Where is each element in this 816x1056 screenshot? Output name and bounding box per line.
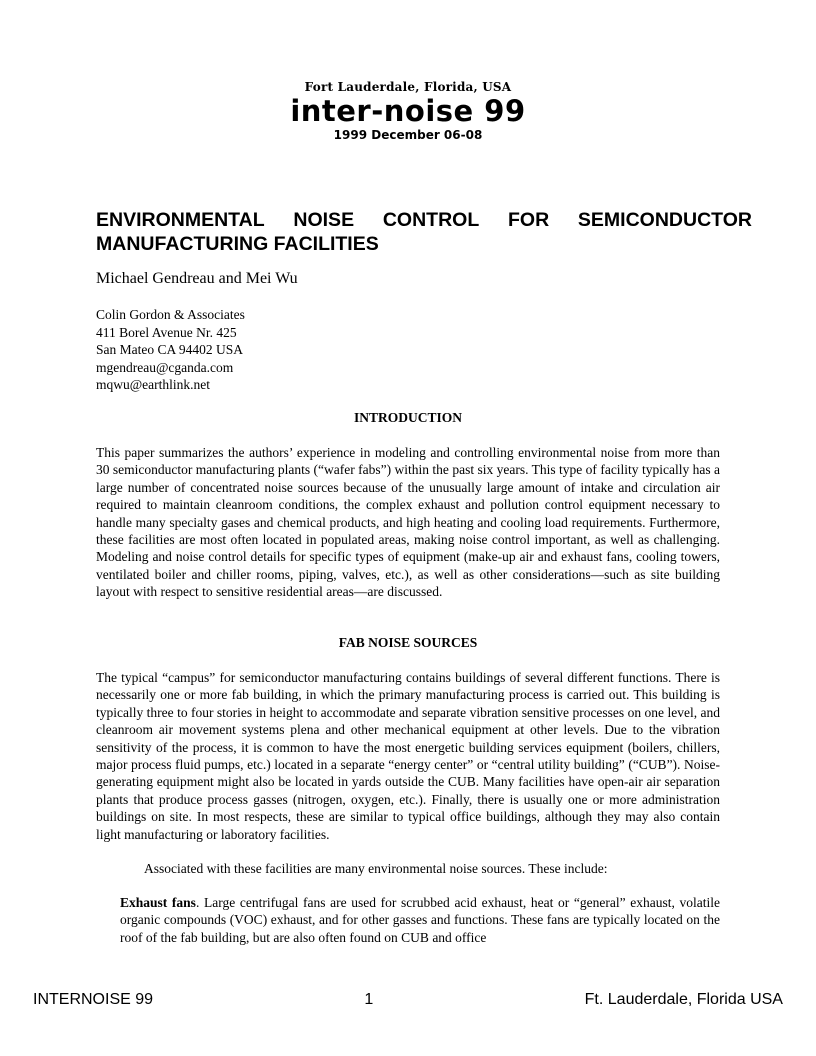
author-email: mgendreau@cganda.com bbox=[96, 359, 234, 375]
sources-intro-paragraph: Associated with these facilities are many environmental noise sources. These include: bbox=[144, 861, 608, 876]
title-word: NOISE bbox=[293, 209, 355, 231]
exhaust-fans-paragraph bbox=[120, 894, 720, 946]
exhaust-fans-label: Exhaust fans bbox=[120, 895, 196, 910]
affiliation-city: San Mateo CA 94402 USA bbox=[96, 342, 244, 357]
page-number: 1 bbox=[364, 991, 374, 1008]
affiliation bbox=[96, 306, 245, 394]
fab-noise-heading: FAB NOISE SOURCES bbox=[338, 635, 478, 650]
affiliation-street: 411 Borel Avenue Nr. 425 bbox=[96, 324, 237, 340]
fab-noise-paragraph: The typical “campus” for semiconductor manufacturing contains buildings of several different functions. There is necessarily one or more fab building, in which the primary manufacturing process is carried out. This building is typically three to four stories in height to accommodate and separate vibration sensitive processes on one level, and cleanroom air movement systems plena and other mechanical equipment at other levels. Due to the vibration sensitivity of the process, it is common to have the most energetic building services equipment (boilers, chillers, major process fluid pumps, etc.) located in a separate “energy center” or “central utility building” (“CUB”). Noise-generating equipment might also be located in yards outside the CUB. Many facilities have open-air air separation plants that produce process gasses (nitrogen, oxygen, etc.). Finally, there is usually one or more administration buildings on site. In most respects, these are similar to typical office buildings, although they may also contain light manufacturing or laboratory facilities. bbox=[96, 670, 720, 842]
paper-title bbox=[96, 208, 752, 256]
exhaust-fans-text: . Large centrifugal fans are used for scrubbed acid exhaust, heat or “general” exhaust, volatile organic compounds (VOC) exhaust, and for other gasses and functions. These fans are typically located on the roof of the fab building, but are also often found on CUB and office bbox=[120, 895, 720, 945]
conference-dates: 1999 December 06-08 bbox=[333, 128, 483, 142]
affiliation-org: Colin Gordon & Associates bbox=[96, 307, 245, 322]
title-line-2: MANUFACTURING FACILITIES bbox=[96, 233, 379, 255]
conference-name: inter-noise 99 bbox=[290, 94, 526, 128]
introduction-paragraph: This paper summarizes the authors’ experience in modeling and controlling environmental noise from more than 30 semiconductor manufacturing plants (“wafer fabs”) within the past six years. This type of facility typically has a large number of concentrated noise sources because of the unusually large amount of intake and circulation air required to maintain cleanroom conditions, the complex exhaust and pollution control equipment necessary to handle many specialty gases and chemical products, and high heating and cooling load requirements. Furthermore, these facilities are most often located in populated areas, making noise control important, as well as challenging. Modeling and noise control details for specific types of equipment (make-up air and exhaust fans, cooling towers, ventilated boiler and chiller rooms, piping, valves, etc.), as well as other considerations—such as site building layout with respect to sensitive residential areas—are discussed. bbox=[96, 445, 720, 600]
title-line-1 bbox=[96, 208, 752, 232]
author-email: mqwu@earthlink.net bbox=[96, 377, 211, 392]
page-footer bbox=[33, 991, 783, 1009]
introduction-heading: INTRODUCTION bbox=[353, 410, 462, 425]
title-word: CONTROL bbox=[382, 209, 480, 231]
footer-conference: INTERNOISE 99 bbox=[33, 991, 154, 1008]
conference-logo bbox=[0, 80, 816, 142]
title-word: SEMICONDUCTOR bbox=[577, 209, 752, 231]
footer-location: Ft. Lauderdale, Florida USA bbox=[584, 991, 783, 1008]
authors: Michael Gendreau and Mei Wu bbox=[96, 270, 298, 287]
conference-location: Fort Lauderdale, Florida, USA bbox=[304, 80, 512, 94]
title-word: FOR bbox=[507, 209, 550, 231]
title-word: ENVIRONMENTAL bbox=[96, 209, 265, 231]
